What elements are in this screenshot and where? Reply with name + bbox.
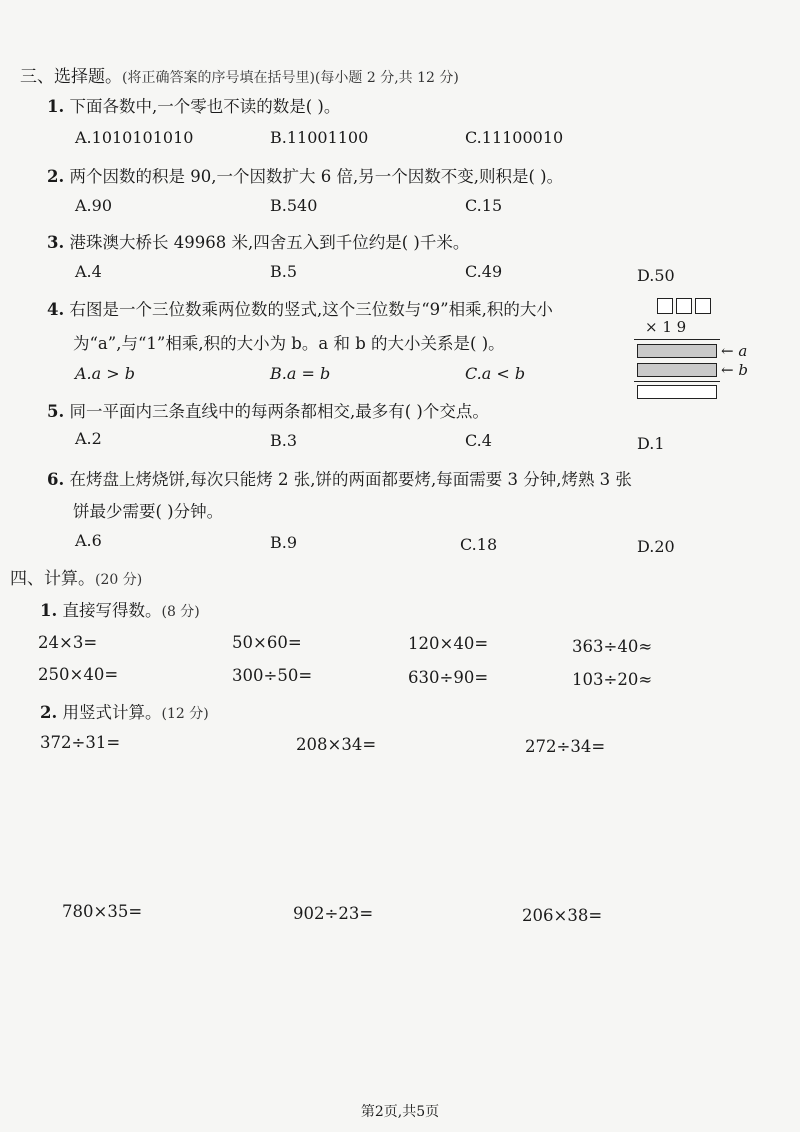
oral-calc-item: 24×3= — [38, 633, 98, 652]
option-c: C.11100010 — [465, 128, 564, 147]
question-5 — [47, 398, 489, 422]
option-b: B.a = b — [270, 364, 331, 383]
part-1-heading — [40, 597, 200, 621]
question-4-line-2: 为“a”,与“1”相乘,积的大小为 b。a 和 b 的大小关系是( )。 — [73, 334, 505, 353]
option-c: C.4 — [465, 431, 492, 450]
option-c: C.49 — [465, 262, 503, 281]
partial-product-b-bar — [637, 363, 717, 377]
question-3 — [47, 229, 469, 253]
question-4-line-1 — [47, 296, 553, 320]
option-d: D.1 — [637, 434, 665, 453]
part-2-heading — [40, 699, 209, 723]
oral-calc-item: 50×60= — [232, 633, 302, 652]
label-a: ← a — [721, 342, 748, 360]
option-a: A.90 — [75, 196, 112, 215]
digit-box — [676, 298, 692, 314]
page-footer: 第2页,共5页 — [360, 1104, 440, 1120]
written-calc-item: 208×34= — [296, 735, 377, 754]
option-a: A.a > b — [75, 364, 135, 383]
option-a: A.4 — [75, 262, 102, 281]
part-score: (8 分) — [161, 604, 200, 620]
digit-box — [657, 298, 673, 314]
option-a: A.1010101010 — [75, 128, 194, 147]
written-calc-item: 902÷23= — [293, 904, 374, 923]
option-d: D.50 — [637, 266, 675, 285]
digit-box — [695, 298, 711, 314]
section-4-note: (20 分) — [95, 572, 143, 588]
written-calc-item: 372÷31= — [40, 733, 121, 752]
oral-calc-item: 300÷50= — [232, 666, 313, 685]
diagram-rule — [634, 339, 720, 340]
question-number: 6. — [47, 470, 65, 489]
section-4-heading: 四、计算。 — [10, 569, 95, 589]
diagram-rule — [634, 381, 720, 382]
question-number: 4. — [47, 300, 65, 319]
option-c: C.a < b — [465, 364, 526, 383]
part-label: 用竖式计算。 — [62, 703, 162, 722]
written-calc-item: 272÷34= — [525, 737, 606, 756]
question-2 — [47, 163, 563, 187]
question-number: 1. — [47, 97, 65, 116]
question-1 — [47, 93, 340, 117]
final-product-bar — [637, 385, 717, 399]
part-number: 2. — [40, 703, 58, 722]
oral-calc-item: 363÷40≈ — [572, 637, 653, 656]
option-b: B.9 — [270, 533, 298, 552]
written-calc-item: 206×38= — [522, 906, 603, 925]
question-number: 5. — [47, 402, 65, 421]
oral-calc-item: 250×40= — [38, 665, 119, 684]
option-b: B.540 — [270, 196, 318, 215]
oral-calc-item: 630÷90= — [408, 668, 489, 687]
question-text: 两个因数的积是 90,一个因数扩大 6 倍,另一个因数不变,则积是( )。 — [69, 167, 564, 186]
question-6-line-1 — [47, 466, 632, 490]
option-b: B.3 — [270, 431, 298, 450]
section-3-heading: 三、选择题。 — [20, 67, 122, 87]
oral-calc-item: 120×40= — [408, 634, 489, 653]
question-text: 港珠澳大桥长 49968 米,四舍五入到千位约是( )千米。 — [69, 233, 470, 252]
option-b: B.11001100 — [270, 128, 369, 147]
oral-calc-item: 103÷20≈ — [572, 670, 653, 689]
question-text: 右图是一个三位数乘两位数的竖式,这个三位数与“9”相乘,积的大小 — [69, 300, 553, 319]
question-number: 3. — [47, 233, 65, 252]
section-3-title — [20, 62, 459, 87]
question-text: 在烤盘上烤烧饼,每次只能烤 2 张,饼的两面都要烤,每面需要 3 分钟,烤熟 3 张 — [69, 470, 632, 489]
question-number: 2. — [47, 167, 65, 186]
part-label: 直接写得数。 — [62, 601, 162, 620]
partial-product-a-bar — [637, 344, 717, 358]
section-3-note: (将正确答案的序号填在括号里)(每小题 2 分,共 12 分) — [122, 70, 459, 86]
part-score: (12 分) — [161, 706, 209, 722]
multiplier-label: × 1 9 — [645, 318, 687, 336]
label-b: ← b — [721, 361, 748, 379]
question-text: 同一平面内三条直线中的每两条都相交,最多有( )个交点。 — [69, 402, 489, 421]
section-4-title — [10, 564, 142, 589]
option-c: C.18 — [460, 535, 498, 554]
option-b: B.5 — [270, 262, 298, 281]
question-text: 下面各数中,一个零也不读的数是( )。 — [69, 97, 341, 116]
option-a: A.2 — [75, 429, 102, 448]
option-a: A.6 — [75, 531, 102, 550]
written-calc-item: 780×35= — [62, 902, 143, 921]
question-6-line-2: 饼最少需要( )分钟。 — [73, 502, 224, 521]
option-d: D.20 — [637, 537, 675, 556]
option-c: C.15 — [465, 196, 503, 215]
part-number: 1. — [40, 601, 58, 620]
